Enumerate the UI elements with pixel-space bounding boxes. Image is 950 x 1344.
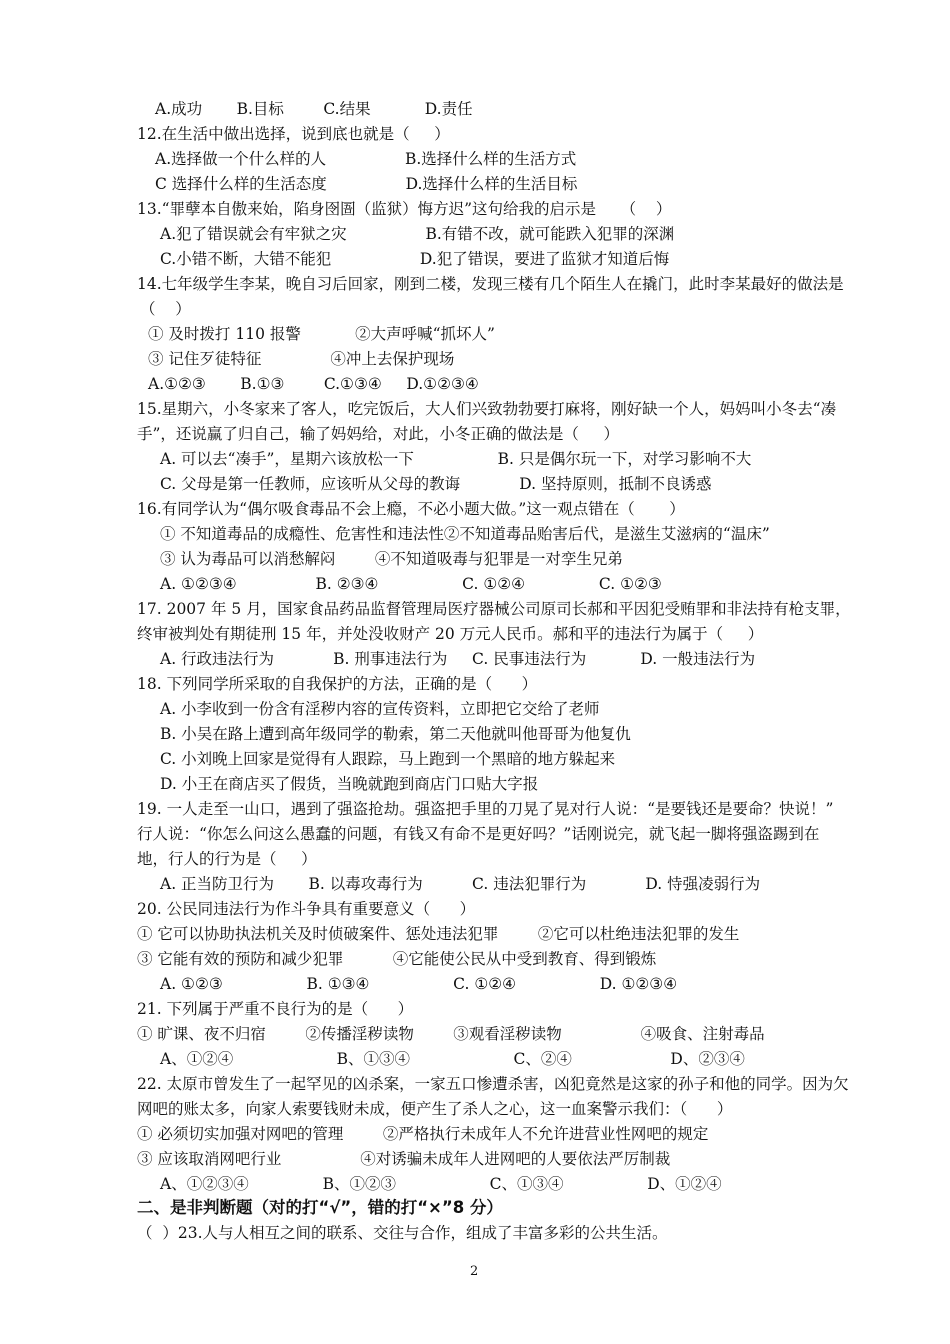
q21-stem: 21. 下列属于严重不良行为的是（ ） <box>137 1000 414 1018</box>
q16-item-1-2: ① 不知道毒品的成瘾性、危害性和违法性②不知道毒品贻害后代，是滋生艾滋病的“温床” <box>160 525 770 543</box>
q17-stem: 17. 2007 年 5 月，国家食品药品监督管理局医疗器械公司原司长郝和平因犯受贿罪和非法持有枪支罪， <box>137 600 851 618</box>
q17-stem-cont: 终审被判处有期徒刑 15 年，并处没收财产 20 万元人民币。郝和平的违法行为属于（ ） <box>137 625 764 643</box>
q14-item-1-2: ① 及时拨打 110 报警 ②大声呼喊“抓坏人” <box>148 325 495 343</box>
q20-options: A. ①②③ B. ①③④ C. ①②④ D. ①②③④ <box>160 975 678 993</box>
q15-options-cd: C. 父母是第一任教师，应该听从父母的教诲 D. 坚持原则，抵制不良诱惑 <box>160 475 712 493</box>
q14-stem: 14.七年级学生李某，晚自习后回家，刚到二楼，发现三楼有几个陌生人在撬门，此时李某最好的做法是 <box>137 275 844 293</box>
q18-option-a: A. 小李收到一份含有淫秽内容的宣传资料，立即把它交给了老师 <box>160 700 600 718</box>
q18-stem: 18. 下列同学所采取的自我保护的方法，正确的是（ ） <box>137 675 538 693</box>
q19-stem: 19. 一人走至一山口，遇到了强盗抢劫。强盗把手里的刀晃了晃对行人说：“是要钱还是要命？快说！” <box>137 800 834 818</box>
q23-statement: （ ）23.人与人相互之间的联系、交往与合作，组成了丰富多彩的公共生活。 <box>137 1224 668 1242</box>
q20-item-3-4: ③ 它能有效的预防和减少犯罪 ④它能使公民从中受到教育、得到锻炼 <box>137 950 657 968</box>
q15-options-ab: A. 可以去“凑手”，星期六该放松一下 B. 只是偶尔玩一下，对学习影响不大 <box>160 450 752 468</box>
q11-options: A.成功 B.目标 C.结果 D.责任 <box>155 100 473 118</box>
q19-options: A. 正当防卫行为 B. 以毒攻毒行为 C. 违法犯罪行为 D. 恃强凌弱行为 <box>160 875 761 893</box>
q20-item-1-2: ① 它可以协助执法机关及时侦破案件、惩处违法犯罪 ②它可以杜绝违法犯罪的发生 <box>137 925 740 943</box>
q12-stem: 12.在生活中做出选择，说到底也就是（ ） <box>137 125 450 143</box>
q22-options: A、①②③④ B、①②③ C、①③④ D、①②④ <box>160 1175 722 1193</box>
q19-stem-cont: 行人说：“你怎么问这么愚蠢的问题，有钱又有命不是更好吗？”话刚说完，就飞起一脚将强盗踢到在 <box>137 825 820 843</box>
q21-items: ① 旷课、夜不归宿 ②传播淫秽读物 ③观看淫秽读物 ④吸食、注射毒品 <box>137 1025 765 1043</box>
page-number: 2 <box>470 1264 479 1279</box>
q22-stem-cont: 网吧的账太多，向家人索要钱财未成，便产生了杀人之心，这一血案警示我们：（ ） <box>137 1100 733 1118</box>
q16-stem: 16.有同学认为“偶尔吸食毒品不会上瘾，不必小题大做。”这一观点错在（ ） <box>137 500 685 518</box>
q14-stem-cont: （ ） <box>140 300 191 318</box>
q17-options: A. 行政违法行为 B. 刑事违法行为 C. 民事违法行为 D. 一般违法行为 <box>160 650 756 668</box>
q19-stem-end: 地，行人的行为是（ ） <box>137 850 317 868</box>
q16-item-3-4: ③ 认为毒品可以消愁解闷 ④不知道吸毒与犯罪是一对孪生兄弟 <box>160 550 623 568</box>
q14-item-3-4: ③ 记住歹徒特征 ④冲上去保护现场 <box>148 350 455 368</box>
q13-options-cd: C.小错不断，大错不能犯 D.犯了错误，要进了监狱才知道后悔 <box>160 250 670 268</box>
q22-stem: 22. 太原市曾发生了一起罕见的凶杀案，一家五口惨遭杀害，凶犯竟然是这家的孙子和他的同学。因为欠 <box>137 1075 849 1093</box>
q18-option-c: C. 小刘晚上回家是觉得有人跟踪，马上跑到一个黑暗的地方躲起来 <box>160 750 616 768</box>
q22-item-1-2: ① 必须切实加强对网吧的管理 ②严格执行未成年人不允许进营业性网吧的规定 <box>137 1125 709 1143</box>
q13-stem: 13.“罪孽本自傲来始，陷身囹圄（监狱）悔方迟”这句给我的启示是 （ ） <box>137 200 672 218</box>
q13-options-ab: A.犯了错误就会有牢狱之灾 B.有错不改，就可能跌入犯罪的深渊 <box>160 225 675 243</box>
q18-option-b: B. 小吴在路上遭到高年级同学的勒索，第二天他就叫他哥哥为他复仇 <box>160 725 631 743</box>
q22-item-3-4: ③ 应该取消网吧行业 ④对诱骗未成年人进网吧的人要依法严厉制裁 <box>137 1150 671 1168</box>
q18-option-d: D. 小王在商店买了假货，当晚就跑到商店门口贴大字报 <box>160 775 539 793</box>
q12-options-ab: A.选择做一个什么样的人 B.选择什么样的生活方式 <box>155 150 577 168</box>
q21-options: A、①②④ B、①③④ C、②④ D、②③④ <box>160 1050 745 1068</box>
q16-options: A. ①②③④ B. ②③④ C. ①②④ C. ①②③ <box>160 575 662 593</box>
q12-options-cd: C 选择什么样的生活态度 D.选择什么样的生活目标 <box>155 175 578 193</box>
q20-stem: 20. 公民同违法行为作斗争具有重要意义（ ） <box>137 900 476 918</box>
q15-stem-cont: 手”，还说赢了归自己，输了妈妈给，对此，小冬正确的做法是（ ） <box>137 425 620 443</box>
section-two-heading: 二、是非判断题（对的打“√”，错的打“×”8 分） <box>137 1198 503 1217</box>
q15-stem: 15.星期六，小冬家来了客人，吃完饭后，大人们兴致勃勃要打麻将，刚好缺一个人，妈妈叫小冬去“凑 <box>137 400 837 418</box>
q14-options: A.①②③ B.①③ C.①③④ D.①②③④ <box>148 375 479 393</box>
